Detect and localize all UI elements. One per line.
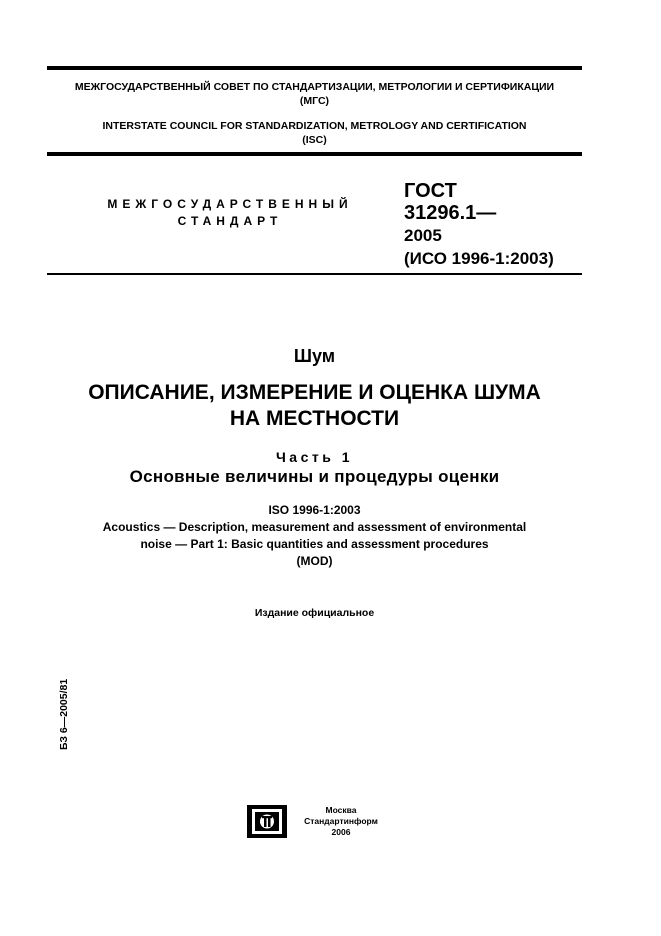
title-line2: НА МЕСТНОСТИ: [229, 407, 400, 430]
part-title: Основные величины и процедуры оценки: [129, 467, 500, 486]
document-title: [47, 380, 582, 432]
council-ru-abbr: (МГС): [299, 95, 330, 107]
part-label: Часть 1: [275, 449, 354, 465]
iso-equivalent: (ИСО 1996-1:2003): [404, 249, 554, 268]
council-ru: [47, 80, 582, 108]
council-en-abbr: (ISC): [302, 134, 327, 146]
standartinform-logo-icon: [247, 805, 287, 838]
gost-label: ГОСТ: [404, 180, 457, 202]
iso-reference: ISO 1996-1:2003: [268, 503, 361, 517]
top-thick-rule: [47, 66, 582, 70]
second-thick-rule: [47, 152, 582, 156]
edition-note: Издание официальное: [254, 607, 375, 619]
council-ru-name: МЕЖГОСУДАРСТВЕННЫЙ СОВЕТ ПО СТАНДАРТИЗАЦИИ, МЕТРОЛОГИИ И СЕРТИФИКАЦИИ: [74, 81, 555, 93]
standard-type-line1: МЕЖГОСУДАРСТВЕННЫЙ: [107, 197, 353, 211]
gost-year: 2005: [404, 226, 442, 245]
english-title-line1: Acoustics — Description, measurement and assessment of environmental: [102, 520, 527, 534]
title-line1: ОПИСАНИЕ, ИЗМЕРЕНИЕ И ОЦЕНКА ШУМА: [88, 381, 541, 404]
mod-marker: (MOD): [296, 554, 333, 568]
thin-rule: [47, 273, 582, 275]
publisher: [296, 805, 386, 838]
standard-type-line2: СТАНДАРТ: [177, 214, 283, 228]
standard-type: [100, 196, 360, 230]
subject: Шум: [293, 346, 336, 366]
publisher-city: Москва: [325, 805, 357, 815]
gost-designation: [404, 180, 554, 270]
iso-reference-block: [47, 502, 582, 570]
gost-number: 31296.1—: [404, 202, 497, 224]
publisher-year: 2006: [331, 827, 351, 837]
publisher-name: Стандартинформ: [304, 816, 378, 826]
council-en: [47, 119, 582, 147]
side-code: БЗ 6—2005/81: [58, 678, 70, 750]
english-title-line2: noise — Part 1: Basic quantities and assessment procedures: [140, 537, 489, 551]
council-en-name: INTERSTATE COUNCIL FOR STANDARDIZATION, METROLOGY AND CERTIFICATION: [102, 120, 527, 132]
